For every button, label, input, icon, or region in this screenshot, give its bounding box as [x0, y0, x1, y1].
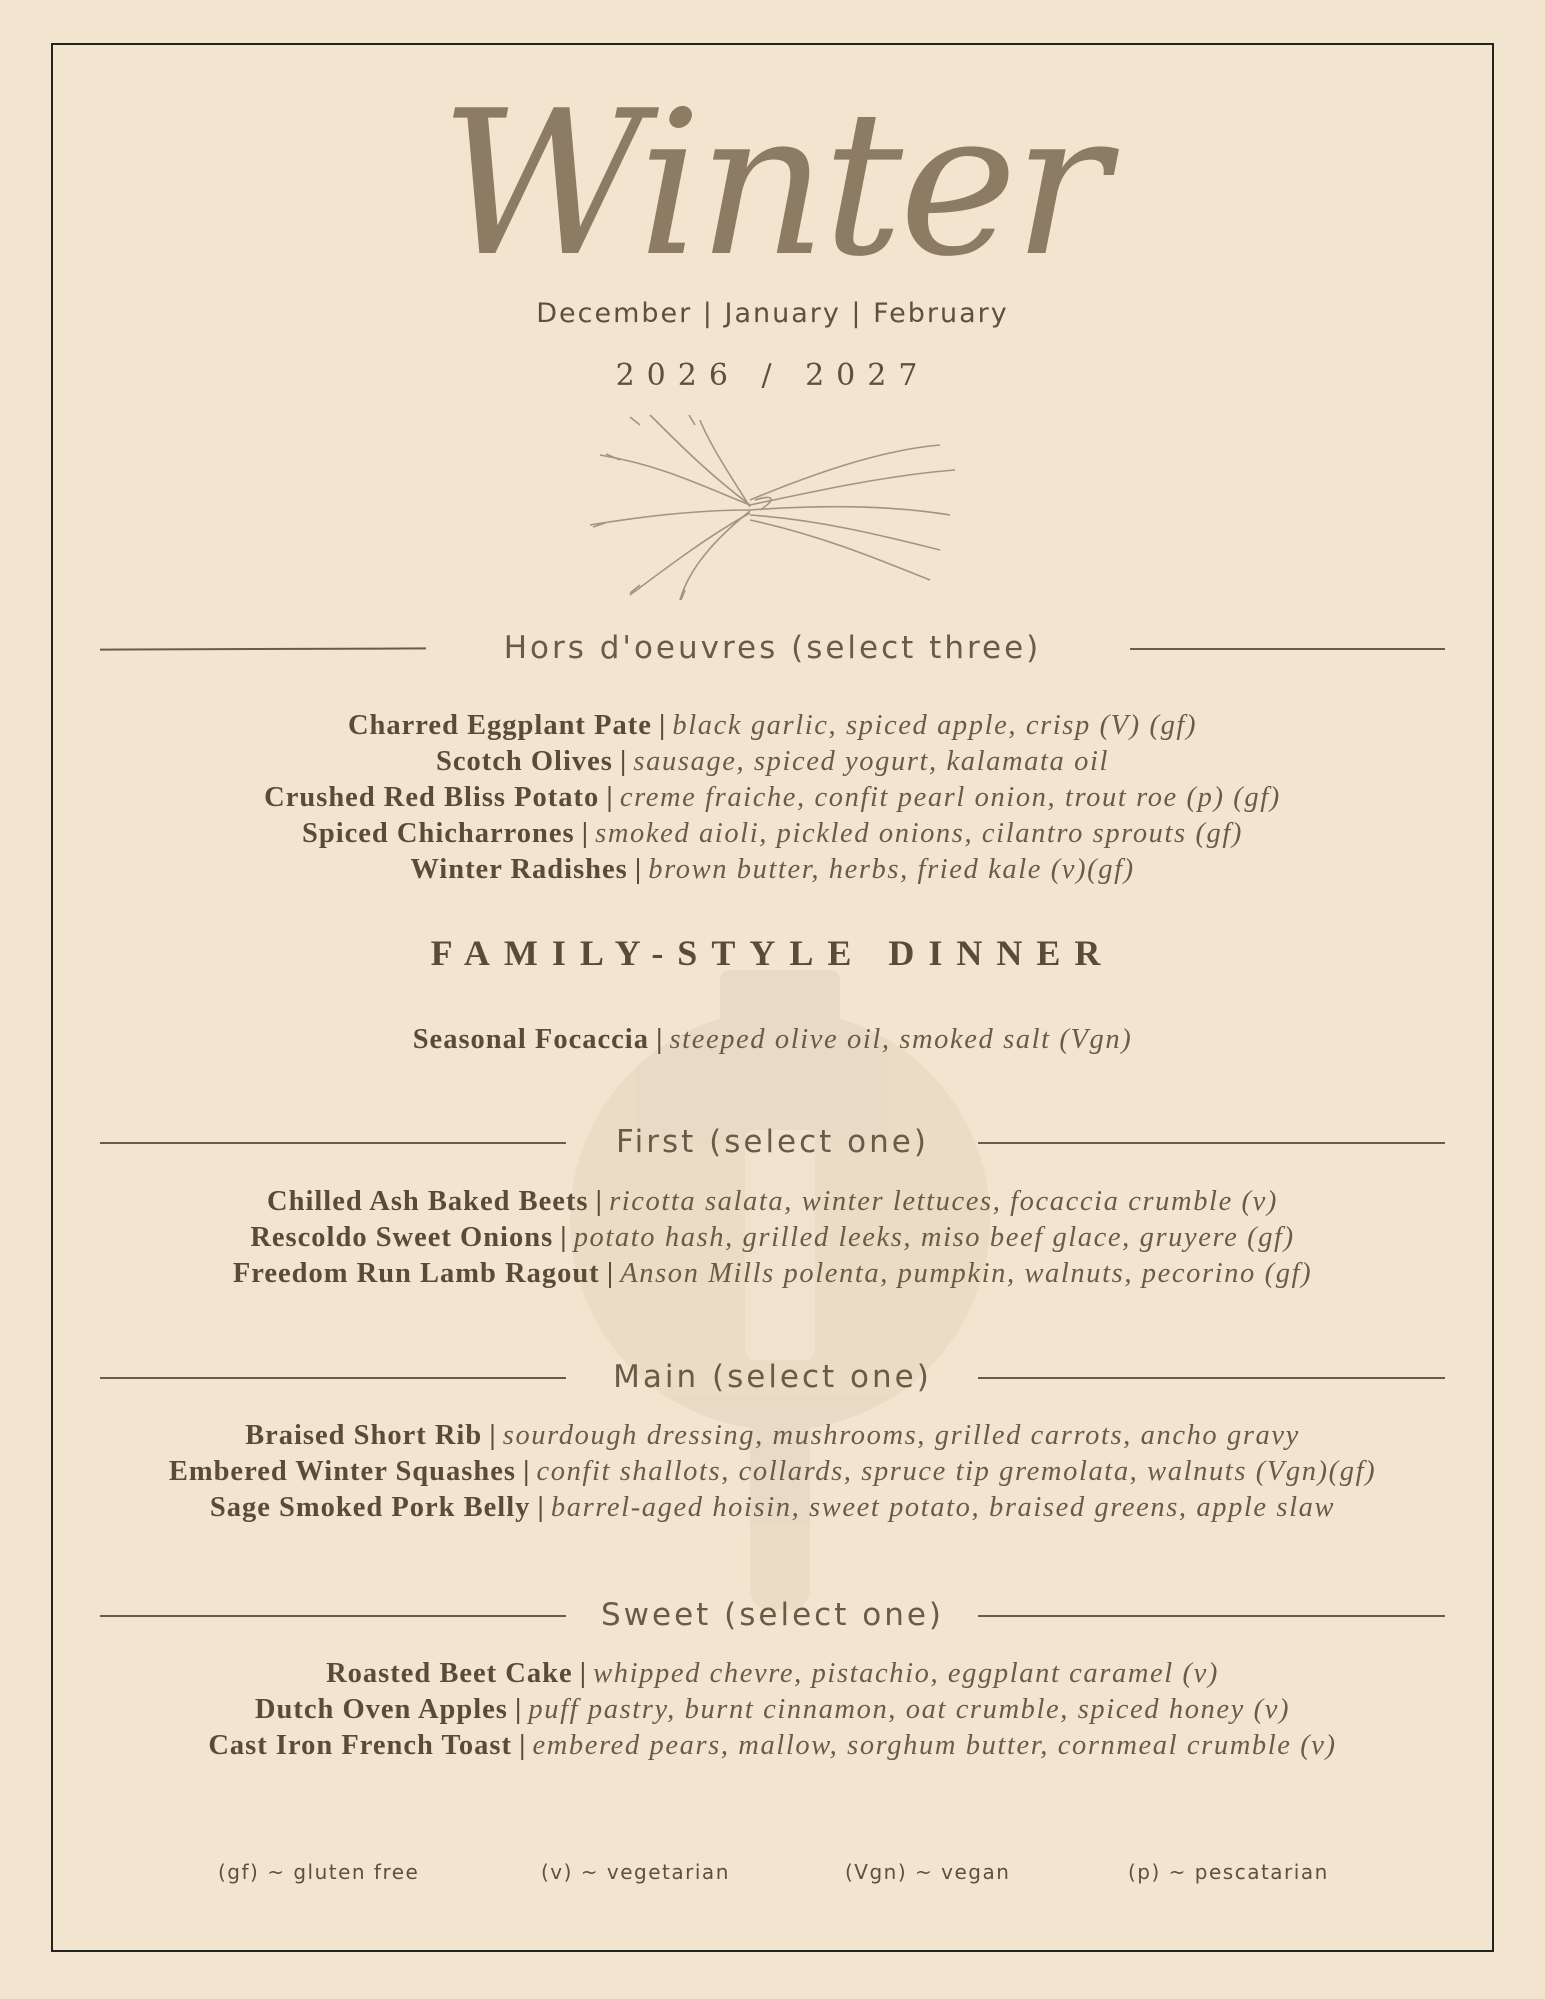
section-first — [100, 1122, 1445, 1162]
dish-name: Rescoldo Sweet Onions — [250, 1222, 554, 1253]
dish-name: Braised Short Rib — [245, 1420, 483, 1451]
dish-name: Crushed Red Bliss Potato — [264, 782, 600, 813]
dish-name: Cast Iron French Toast — [208, 1730, 512, 1761]
dish-name: Seasonal Focaccia — [412, 1024, 649, 1055]
menu-item: Chilled Ash Baked Beets | ricotta salata, winter lettuces, focaccia crumble (v) — [267, 1186, 1278, 1217]
dish-name: Sage Smoked Pork Belly — [209, 1492, 531, 1523]
menu-item: Charred Eggplant Pate | black garlic, spiced apple, crisp (V) (gf) — [347, 710, 1198, 741]
dish-description: sausage, spiced yogurt, kalamata oil — [633, 746, 1109, 777]
section-title: First (select one) — [616, 1124, 929, 1160]
dish-description: black garlic, spiced apple, crisp (V) (gf) — [672, 710, 1198, 741]
dish-description: confit shallots, collards, spruce tip gremolata, walnuts (Vgn)(gf) — [536, 1456, 1377, 1487]
legend-vegetarian: (v) ~ vegetarian — [541, 1860, 730, 1884]
dish-description: creme fraiche, confit pearl onion, trout roe (p) (gf) — [619, 782, 1281, 813]
menu-item: Crushed Red Bliss Potato | creme fraiche, confit pearl onion, trout roe (p) (gf) — [264, 782, 1281, 813]
section-title: Main (select one) — [613, 1359, 932, 1395]
dish-description: steeped olive oil, smoked salt (Vgn) — [669, 1024, 1133, 1055]
dish-description: barrel-aged hoisin, sweet potato, braised greens, apple slaw — [550, 1492, 1336, 1523]
dish-name: Roasted Beet Cake — [326, 1658, 573, 1689]
menu-item: Sage Smoked Pork Belly | barrel-aged hoisin, sweet potato, braised greens, apple slaw — [209, 1492, 1336, 1523]
dish-name: Scotch Olives — [436, 746, 613, 777]
dish-description: potato hash, grilled leeks, miso beef glace, gruyere (gf) — [573, 1222, 1295, 1253]
menu-title: Winter — [439, 68, 1106, 301]
legend-pescatarian: (p) ~ pescatarian — [1128, 1860, 1329, 1884]
dish-description: ricotta salata, winter lettuces, focaccia crumble (v) — [609, 1186, 1278, 1217]
dish-description: smoked aioli, pickled onions, cilantro sprouts (gf) — [595, 818, 1243, 849]
dish-name: Winter Radishes — [410, 854, 628, 885]
season-months: December | January | February — [536, 298, 1009, 329]
menu-item: Cast Iron French Toast | embered pears, mallow, sorghum butter, cornmeal crumble (v) — [208, 1730, 1337, 1761]
dish-name: Chilled Ash Baked Beets — [267, 1186, 589, 1217]
dish-description: Anson Mills polenta, pumpkin, walnuts, pecorino (gf) — [620, 1258, 1313, 1289]
menu-item: Seasonal Focaccia | steeped olive oil, smoked salt (Vgn) — [412, 1024, 1133, 1055]
menu-item: Freedom Run Lamb Ragout | Anson Mills polenta, pumpkin, walnuts, pecorino (gf) — [232, 1258, 1313, 1289]
dish-name: Embered Winter Squashes — [168, 1456, 516, 1487]
dish-name: Charred Eggplant Pate — [347, 710, 652, 741]
dish-name: Spiced Chicharrones — [302, 818, 575, 849]
dish-name: Freedom Run Lamb Ragout — [232, 1258, 600, 1289]
legend-gluten-free: (gf) ~ gluten free — [218, 1860, 420, 1884]
menu-item: Rescoldo Sweet Onions | potato hash, grilled leeks, miso beef glace, gruyere (gf) — [250, 1222, 1295, 1253]
menu-item: Roasted Beet Cake | whipped chevre, pistachio, eggplant caramel (v) — [326, 1658, 1219, 1689]
carrot-illustration — [580, 405, 980, 605]
dish-description: whipped chevre, pistachio, eggplant caramel (v) — [593, 1658, 1219, 1689]
dish-description: sourdough dressing, mushrooms, grilled carrots, ancho gravy — [502, 1420, 1300, 1451]
section-title: Hors d'oeuvres (select three) — [503, 630, 1042, 666]
menu-item: Embered Winter Squashes | confit shallots, collards, spruce tip gremolata, walnuts (Vgn)(gf) — [168, 1456, 1377, 1487]
legend-vegan: (Vgn) ~ vegan — [845, 1860, 1011, 1884]
menu-item: Dutch Oven Apples | puff pastry, burnt cinnamon, oat crumble, spiced honey (v) — [254, 1694, 1291, 1725]
dish-description: embered pears, mallow, sorghum butter, cornmeal crumble (v) — [532, 1730, 1337, 1761]
section-main — [100, 1357, 1445, 1397]
dish-description: puff pastry, burnt cinnamon, oat crumble, spiced honey (v) — [528, 1694, 1291, 1725]
dinner-heading: FAMILY-STYLE DINNER — [430, 933, 1115, 973]
section-sweet — [100, 1595, 1445, 1635]
season-years: 2026 / 2027 — [615, 358, 930, 393]
menu-item: Winter Radishes | brown butter, herbs, fried kale (v)(gf) — [410, 854, 1135, 885]
section-hors — [100, 628, 1445, 668]
menu-item: Scotch Olives | sausage, spiced yogurt, kalamata oil — [436, 746, 1109, 777]
menu-item: Spiced Chicharrones | smoked aioli, pickled onions, cilantro sprouts (gf) — [302, 818, 1243, 849]
dish-name: Dutch Oven Apples — [254, 1694, 508, 1725]
section-title: Sweet (select one) — [600, 1597, 945, 1633]
dish-description: brown butter, herbs, fried kale (v)(gf) — [648, 854, 1135, 885]
menu-item: Braised Short Rib | sourdough dressing, mushrooms, grilled carrots, ancho gravy — [245, 1420, 1300, 1451]
